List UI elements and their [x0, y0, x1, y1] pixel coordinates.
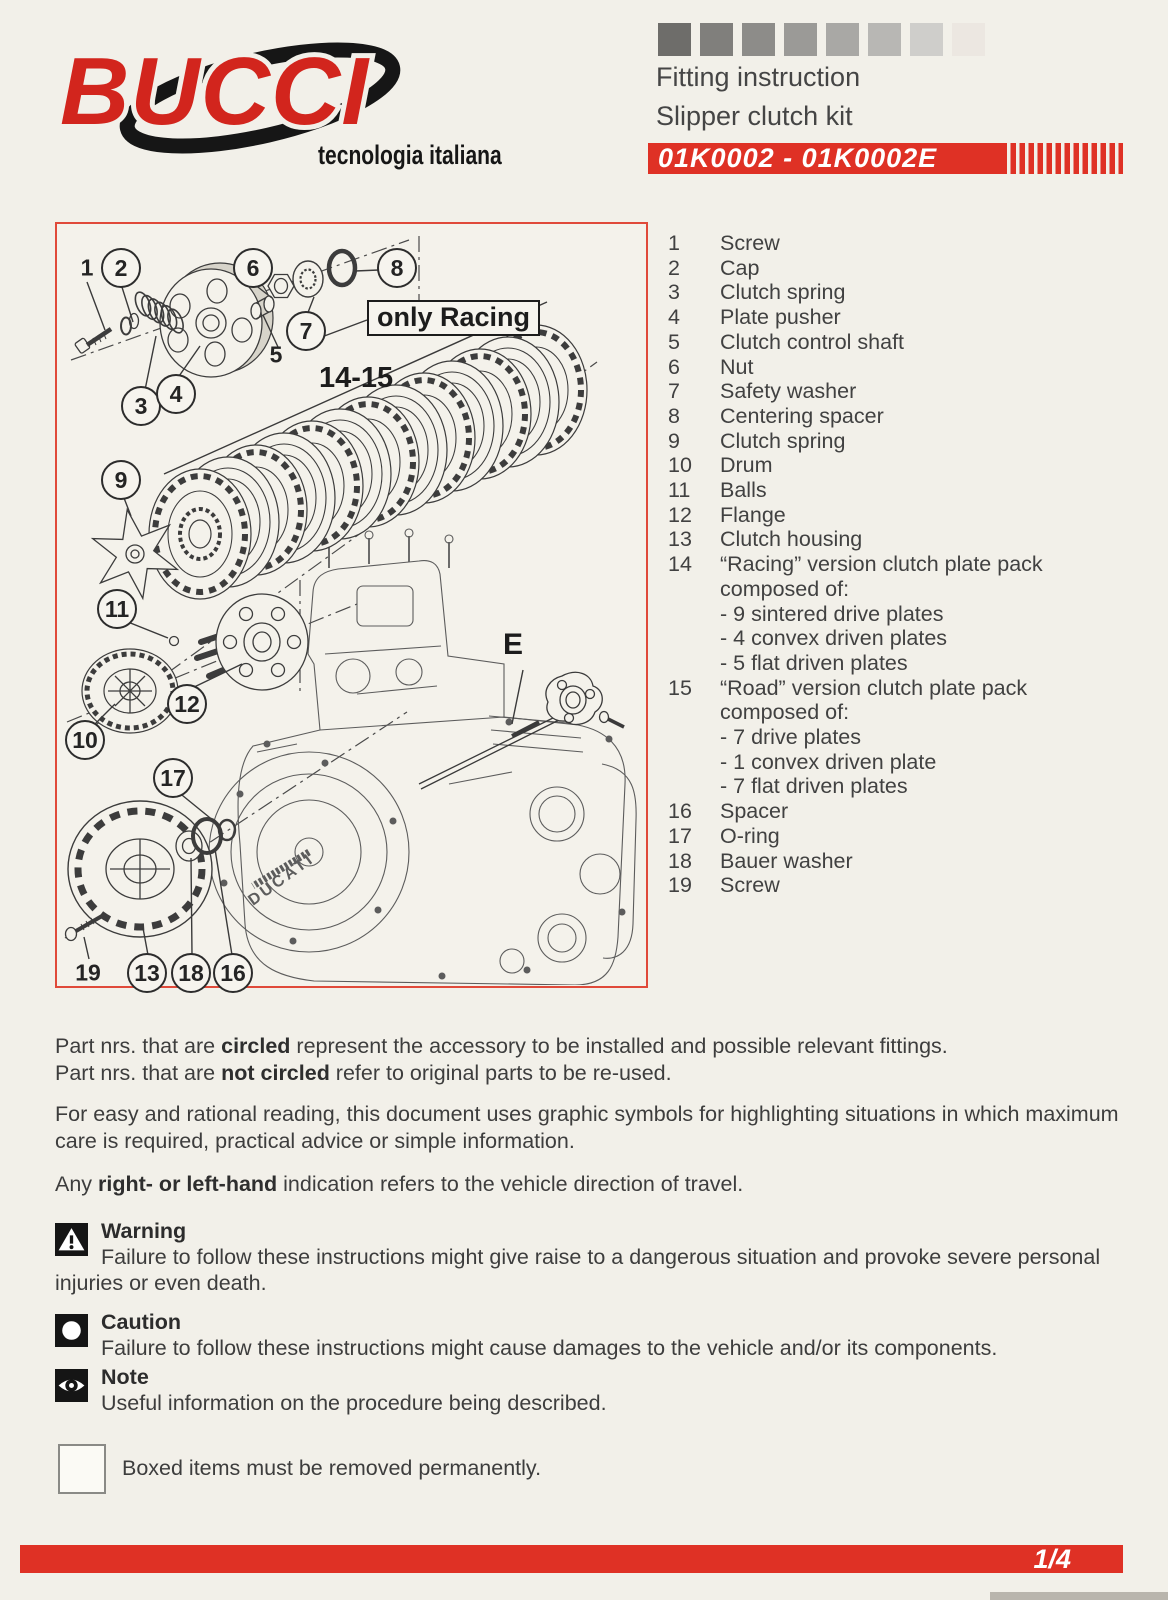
- callout-8: 8: [377, 248, 417, 288]
- part-number: 6: [668, 354, 680, 379]
- part-number: 11: [668, 478, 691, 503]
- note-text: Useful information on the procedure being described.: [101, 1391, 607, 1415]
- part-label: Balls: [720, 478, 767, 503]
- callout-12: 12: [167, 684, 207, 724]
- callout-3: 3: [121, 386, 161, 426]
- paragraph: For easy and rational reading, this document uses graphic symbols for highlighting situations in which maximum care is required, practical advice or simple information.: [55, 1102, 1119, 1153]
- note-eye-icon: [55, 1369, 88, 1402]
- part-number: 9: [668, 428, 680, 453]
- boxed-items-note: [58, 1444, 1138, 1494]
- callout-1: 1: [80, 254, 94, 281]
- part-number: 15: [668, 675, 692, 700]
- boxed-items-text: Boxed items must be removed permanently.: [122, 1456, 542, 1480]
- warning-title: Warning: [101, 1219, 187, 1243]
- engine-cover-brand: DUCATI: [245, 850, 318, 910]
- parts-list-subline: - 9 sintered drive plates: [720, 601, 944, 626]
- scan-edge-artifact: [990, 1592, 1168, 1600]
- part-label: Screw: [720, 873, 780, 898]
- callout-13: 13: [127, 953, 167, 993]
- part-number: 1: [668, 231, 680, 255]
- callout-10: 10: [65, 720, 105, 760]
- callout-11: 11: [97, 589, 137, 629]
- callout-18: 18: [171, 953, 211, 993]
- part-number: 14: [668, 552, 692, 577]
- part-label: Drum: [720, 453, 773, 478]
- part-number: 10: [668, 453, 692, 478]
- part-label: O-ring: [720, 823, 780, 848]
- callout-16: 16: [213, 953, 253, 993]
- empty-box-icon: [58, 1444, 106, 1494]
- parts-list-subline: - 4 convex driven plates: [720, 626, 948, 651]
- part-number: 16: [668, 799, 692, 824]
- parts-list-subline: composed of:: [720, 700, 850, 725]
- product-title: Slipper clutch kit: [656, 101, 853, 131]
- diagram-label: 14-15: [319, 362, 394, 394]
- part-label: Clutch spring: [720, 280, 846, 305]
- doc-type-title: Fitting instruction: [656, 62, 861, 92]
- callout-2: 2: [101, 248, 141, 288]
- part-number: 8: [668, 403, 680, 428]
- callout-4: 4: [156, 374, 196, 414]
- part-label: Flange: [720, 502, 786, 527]
- parts-list-subline: - 7 flat driven plates: [720, 774, 908, 799]
- callout-7: 7: [286, 311, 326, 351]
- warning-notice: [55, 1218, 1135, 1296]
- part-number: 13: [668, 527, 692, 552]
- part-label: Screw: [720, 231, 780, 255]
- part-label: Clutch control shaft: [720, 329, 905, 354]
- diagram-label: E: [503, 628, 524, 661]
- part-label: Nut: [720, 354, 754, 379]
- part-number: 4: [668, 305, 680, 330]
- paragraph: Part nrs. that are circled represent the accessory to be installed and possible relevant fittings. Part nrs. that are not circled refer to original parts to be re-used.: [55, 1034, 948, 1085]
- warning-icon: [55, 1223, 88, 1256]
- part-label: Safety washer: [720, 379, 857, 404]
- part-codes: 01K0002 - 01K0002E: [658, 143, 938, 173]
- note-notice: [55, 1364, 1135, 1416]
- part-label: “Racing” version clutch plate pack: [720, 552, 1043, 577]
- part-label: “Road” version clutch plate pack: [720, 675, 1028, 700]
- part-label: Clutch spring: [720, 428, 846, 453]
- part-number: 5: [668, 329, 680, 354]
- brand-tagline: tecnologia italiana: [318, 140, 502, 170]
- part-number: 7: [668, 379, 680, 404]
- part-label: Centering spacer: [720, 403, 884, 428]
- page-number: 1/4: [1033, 1544, 1071, 1574]
- callout-9: 9: [101, 460, 141, 500]
- warning-text: Failure to follow these instructions might give raise to a dangerous situation and provoke severe personal injuries or even death.: [55, 1245, 1101, 1295]
- caution-text: Failure to follow these instructions might cause damages to the vehicle and/or its components.: [101, 1336, 998, 1360]
- part-label: Clutch housing: [720, 527, 863, 552]
- caution-notice: [55, 1309, 1135, 1361]
- part-label: Bauer washer: [720, 848, 853, 873]
- part-label: Cap: [720, 255, 760, 280]
- diagram-label: only Racing: [367, 300, 540, 336]
- part-label: Spacer: [720, 799, 789, 824]
- part-number: 2: [668, 255, 680, 280]
- parts-list-subline: - 5 flat driven plates: [720, 650, 908, 675]
- callout-17: 17: [153, 758, 193, 798]
- part-label: Plate pusher: [720, 305, 841, 330]
- parts-list-subline: composed of:: [720, 576, 850, 601]
- part-number: 17: [668, 823, 692, 848]
- part-number: 12: [668, 502, 692, 527]
- parts-list-subline: - 1 convex driven plate: [720, 749, 937, 774]
- brand-wordmark: BUCCI: [60, 38, 369, 145]
- parts-list-subline: - 7 drive plates: [720, 725, 862, 750]
- callout-5: 5: [269, 341, 283, 368]
- part-number: 19: [668, 873, 692, 898]
- caution-title: Caution: [101, 1310, 182, 1334]
- paragraph: Any right- or left-hand indication refers to the vehicle direction of travel.: [55, 1172, 744, 1196]
- callout-6: 6: [233, 248, 273, 288]
- note-title: Note: [101, 1365, 149, 1389]
- caution-icon: [55, 1314, 88, 1347]
- part-number: 3: [668, 280, 680, 305]
- callout-19: 19: [75, 959, 101, 986]
- part-number: 18: [668, 848, 692, 873]
- footer-bar: [20, 1545, 1123, 1573]
